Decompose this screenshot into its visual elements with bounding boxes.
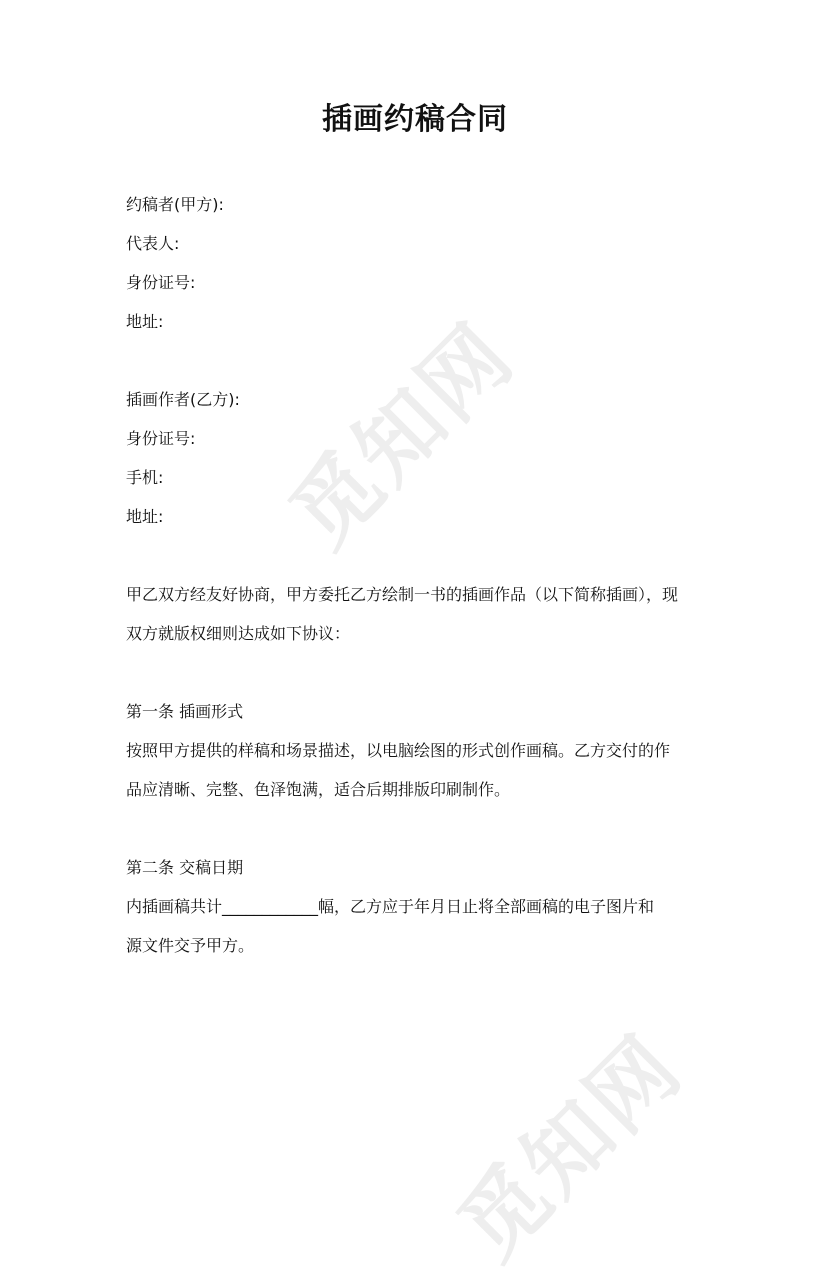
- article-1-heading: 第一条 插画形式: [126, 702, 244, 721]
- party-a-label: 约稿者(甲方):: [126, 195, 224, 214]
- article-2-body-line: 内插画稿共计____________幅，乙方应于年月日止将全部画稿的电子图片和: [126, 897, 655, 916]
- intro-paragraph-line: 双方就版权细则达成如下协议：: [126, 624, 351, 643]
- party-a-id-number: 身份证号:: [126, 273, 196, 292]
- party-a-address: 地址:: [126, 312, 164, 331]
- watermark: 觅知网: [439, 1016, 702, 1279]
- document-title: 插画约稿合同: [322, 102, 508, 137]
- article-1-body-line: 品应清晰、完整、色泽饱满，适合后期排版印刷制作。: [126, 780, 511, 799]
- article-1-body-line: 按照甲方提供的样稿和场景描述，以电脑绘图的形式创作画稿。乙方交付的作: [126, 741, 671, 760]
- watermark: 觅知网: [271, 304, 534, 567]
- party-b-phone: 手机:: [126, 468, 164, 487]
- party-a-representative: 代表人:: [126, 234, 180, 253]
- party-b-address: 地址:: [126, 507, 164, 526]
- article-2-body-line: 源文件交予甲方。: [126, 936, 255, 955]
- article-2-heading: 第二条 交稿日期: [126, 858, 244, 877]
- intro-paragraph-line: 甲乙双方经友好协商，甲方委托乙方绘制一书的插画作品（以下简称插画），现: [126, 585, 679, 604]
- party-b-id-number: 身份证号:: [126, 429, 196, 448]
- party-b-label: 插画作者(乙方):: [126, 390, 240, 409]
